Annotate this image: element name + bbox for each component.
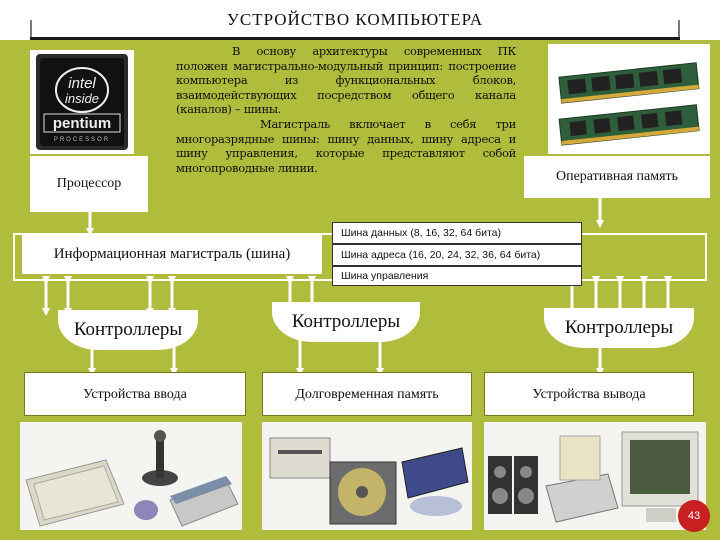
control-bus-row: Шина управления bbox=[332, 266, 582, 286]
floppy-drive-icon bbox=[270, 438, 330, 478]
processor-photo bbox=[30, 50, 134, 154]
ram-photo bbox=[548, 44, 710, 154]
description-paragraph-2: Магистраль включает в себя три многоразрядные шины: шину данных, шину адреса и шину управления, которые представляют собой многопроводные линии. bbox=[176, 116, 516, 175]
joystick-icon bbox=[142, 430, 178, 486]
input-devices-box bbox=[24, 372, 246, 416]
scanner-icon bbox=[170, 476, 238, 526]
keyboard-icon bbox=[26, 460, 124, 526]
speakers-icon bbox=[488, 456, 538, 514]
bus-label: Информационная магистраль (шина) bbox=[22, 234, 322, 274]
output-devices-box bbox=[484, 372, 694, 416]
address-bus-row: Шина адреса (16, 20, 24, 32, 36, 64 бита) bbox=[332, 244, 582, 266]
optical-drive-icon bbox=[402, 448, 468, 516]
processor-box bbox=[30, 156, 148, 212]
ram-box bbox=[524, 156, 710, 198]
controller-label: Контроллеры bbox=[73, 319, 183, 340]
chip-text-3: pentium bbox=[52, 115, 112, 132]
description-paragraph-1: В основу архитектуры современных ПК положен магистрально-модульный принцип: построение компьютера из функциональных блоков, взаимодействующих посредством общего канала (каналов) – шины. bbox=[176, 44, 516, 117]
chip-text-2: inside bbox=[65, 91, 99, 106]
processor-chip-icon bbox=[30, 50, 134, 154]
controller-label: Контроллеры bbox=[291, 311, 401, 332]
input-devices-photo bbox=[20, 422, 242, 530]
page-title: УСТРОЙСТВО КОМПЬЮТЕРА bbox=[30, 10, 680, 40]
output-devices-photo bbox=[484, 422, 706, 530]
printer-icon bbox=[546, 436, 618, 522]
storage-box bbox=[262, 372, 472, 416]
page-number-badge: 43 bbox=[678, 500, 710, 532]
data-bus-row: Шина данных (8, 16, 32, 64 бита) bbox=[332, 222, 582, 244]
storage-photo bbox=[262, 422, 472, 530]
ram-module-icon bbox=[548, 44, 710, 154]
hard-disk-icon bbox=[330, 462, 396, 524]
description-text bbox=[176, 44, 516, 212]
mouse-icon bbox=[134, 500, 158, 520]
controller-box-output bbox=[544, 308, 694, 348]
controller-box-input bbox=[58, 310, 198, 350]
ram-label: Оперативная память bbox=[555, 169, 679, 184]
chip-text-4: PROCESSOR bbox=[53, 137, 111, 143]
input-devices-label: Устройства ввода bbox=[83, 387, 187, 402]
controller-box-storage bbox=[272, 302, 420, 342]
processor-label: Процессор bbox=[56, 176, 122, 191]
output-devices-label: Устройства вывода bbox=[532, 387, 646, 402]
controller-label: Контроллеры bbox=[564, 317, 674, 338]
storage-label: Долговременная память bbox=[295, 387, 439, 402]
chip-text-1: intel bbox=[68, 75, 96, 92]
